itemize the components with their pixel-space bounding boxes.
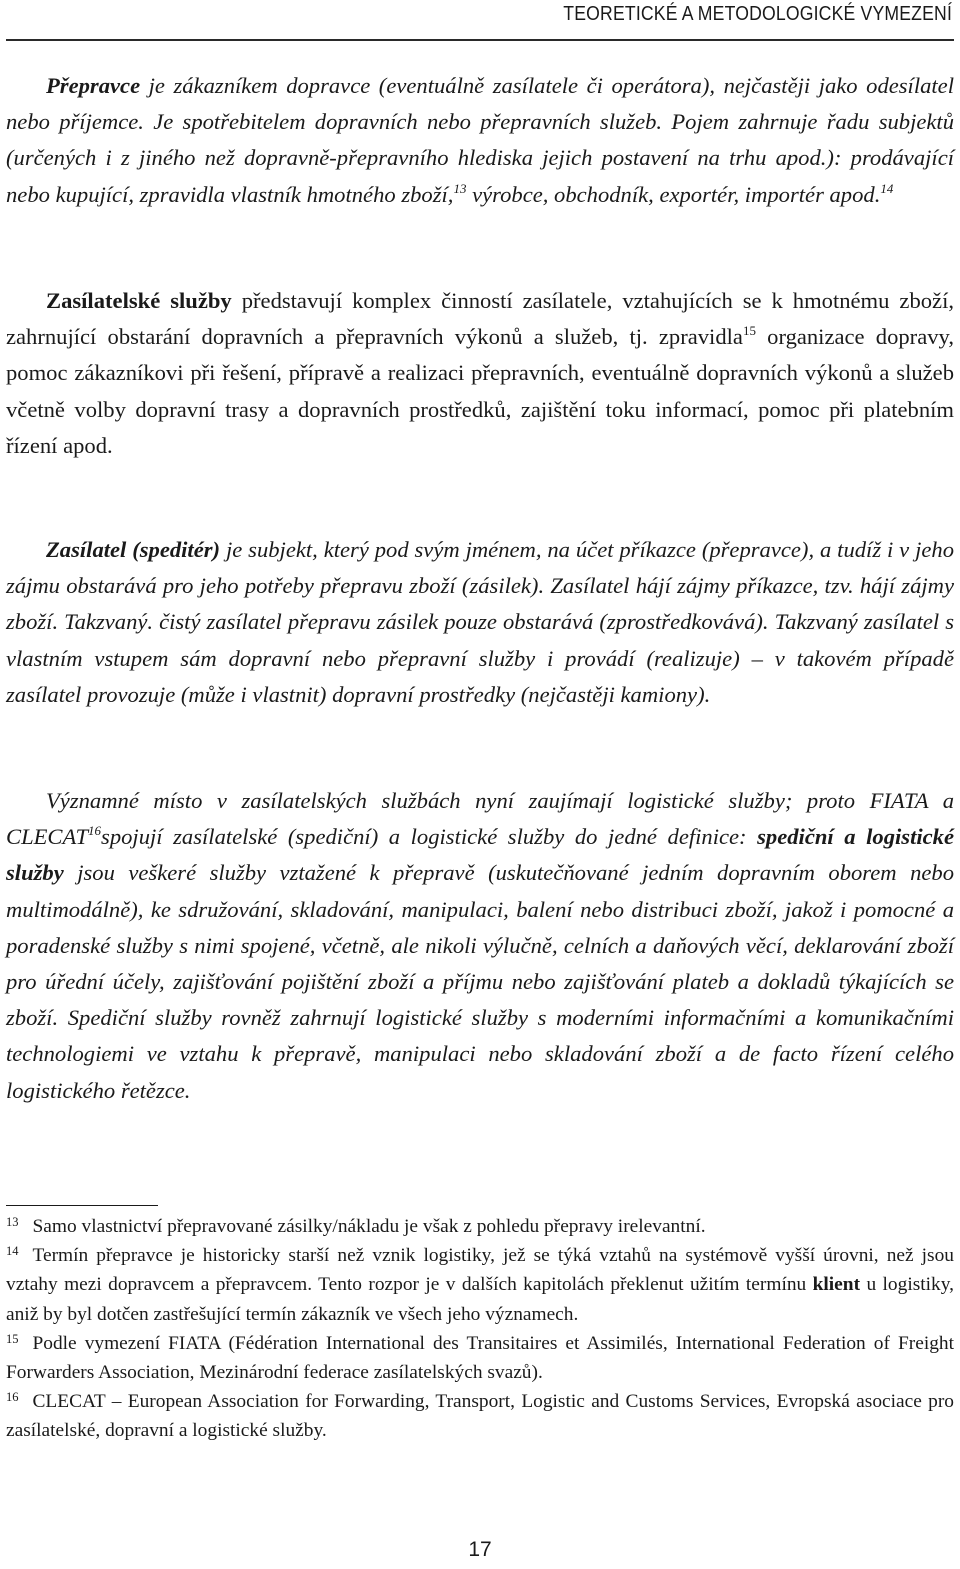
term-klient: klient [812,1274,861,1296]
term-zasilatel: Zasílatel (speditér) [46,537,221,562]
paragraph-zasilatelske-sluzby [6,283,954,464]
footnote-text-2: u logistiky, aniž by byl dotčen zastřešující termín zákazník ve všech jeho významech. [6,1274,954,1325]
footnote-separator [6,1205,158,1206]
term-spedicni-logisticke-sluzby: spediční a logistické služby [6,824,954,886]
paragraph-zasilatel [6,532,954,713]
footnote-ref-14: 14 [880,180,894,196]
footnote-16 [6,1387,954,1445]
term-zasilatelske-sluzby: Zasílatelské služby [46,288,232,313]
spedicni-text-3: jsou veškeré služby vztažené k přepravě (uskutečňované jedním dopravním oborem nebo multimodálně), ke sdružování, skladování, manipulaci, balení nebo distribuci zboží, jakož i pomocné a poradenské služby s nimi spojené, včetně, ale nikoli výlučně, celních a daňových věcí, deklarování zboží pro úřední účely, zajišťování pojištění zboží a příjmu nebo zajišťování plateb a dokladů týkajících se zboží. Spediční služby rovněž zahrnují logistické služby s moderními informačními a komunikačními technologiemi ve vztahu k přepravě, manipulaci nebo skladování zboží a de facto řízení celého logistického řetězce. [6,860,954,1103]
prepravce-text: je zákazníkem dopravce (eventuálně zasílatele či operátora), nejčastěji jako odesílatel nebo příjemce. Je spotřebitelem dopravních nebo přepravních služeb. Pojem zahrnuje řadu subjektů (určených i z jiného než dopravně-přepravního hlediska jejich postavení na trhu apod.): prodávající nebo kupující, zpravidla vlastník hmotného zboží, [6,73,954,207]
running-header: TEORETICKÉ A METODOLOGICKÉ VYMEZENÍ [563,2,952,25]
header-rule [6,39,954,41]
page-number: 17 [468,1538,492,1561]
paragraph-prepravce [6,68,954,213]
spedicni-text: Významné místo v zasílatelských službách nyní zaujímají logistické služby; proto FIATA a CLECAT [6,788,954,850]
footnote-text: CLECAT – European Association for Forwarding, Transport, Logistic and Customs Services, Evropská asociace pro zasílatelské, dopravní a logistické služby. [6,1391,954,1442]
footnote-text: Termín přepravce je historicky starší než vznik logistiky, jež se týká vztahů na systémově vyšší úrovni, než jsou vztahy mezi dopravcem a přepravcem. Tento rozpor je v dalších kapitolách překlenut užitím termínu [6,1245,954,1296]
footnote-ref-15: 15 [742,323,756,339]
footnote-number: 15 [6,1331,19,1346]
paragraph-spedicni-logisticke [6,783,954,1109]
footnote-number: 13 [6,1215,19,1229]
footnote-15 [6,1329,954,1387]
zasilatel-text: je subjekt, který pod svým jménem, na účet příkazce (přepravce), a tudíž i v jeho zájmu obstarává pro jeho potřeby přepravu zboží (zásilek). Zasílatel hájí zájmy příkazce, tzv. hájí zájmy zboží. Takzvaný. čistý zasílatel přepravu zásilek pouze obstarává (zprostředkovává). Takzvaný zasílatel s vlastním vstupem sám dopravní nebo přepravní služby i provádí (realizuje) – v takovém případě zasílatel provozuje (může i vlastnit) dopravní prostředky (nejčastěji kamiony). [6,537,955,707]
footnote-ref-13: 13 [453,180,467,196]
footnote-text: Samo vlastnictví přepravované zásilky/nákladu je však z pohledu přepravy irelevantní. [32,1216,706,1237]
term-prepravce: Přepravce [46,73,141,98]
footnote-text: Podle vymezení FIATA (Fédération International des Transitaires et Assimilés, International Federation of Freight Forwarders Association, Mezinárodní federace zasílatelských svazů). [6,1332,954,1384]
footnote-number: 16 [6,1390,19,1405]
prepravce-text-2: výrobce, obchodník, exportér, importér apod. [466,181,881,207]
footnote-14 [6,1241,954,1329]
spedicni-text-2: spojují zasílatelské (spediční) a logistické služby do jedné definice: [101,824,758,850]
zasilatelske-sluzby-text: představují komplex činností zasílatele, vztahujících se k hmotnému zboží, zahrnující obstarání dopravních a přepravních výkonů a služeb, tj. zpravidla [6,288,954,350]
zasilatelske-sluzby-text-2: organizace dopravy, pomoc zákazníkovi při řešení, přípravě a realizaci přepravních, eventuálně dopravních výkonů a služeb včetně volby dopravní trasy a dopravních prostředků, zajištění toku informací, pomoc při platebním řízení apod. [6,324,954,458]
footnote-13 [6,1212,954,1241]
footnote-ref-16: 16 [88,823,102,839]
footnotes [6,1212,954,1446]
footnote-number: 14 [6,1244,19,1259]
